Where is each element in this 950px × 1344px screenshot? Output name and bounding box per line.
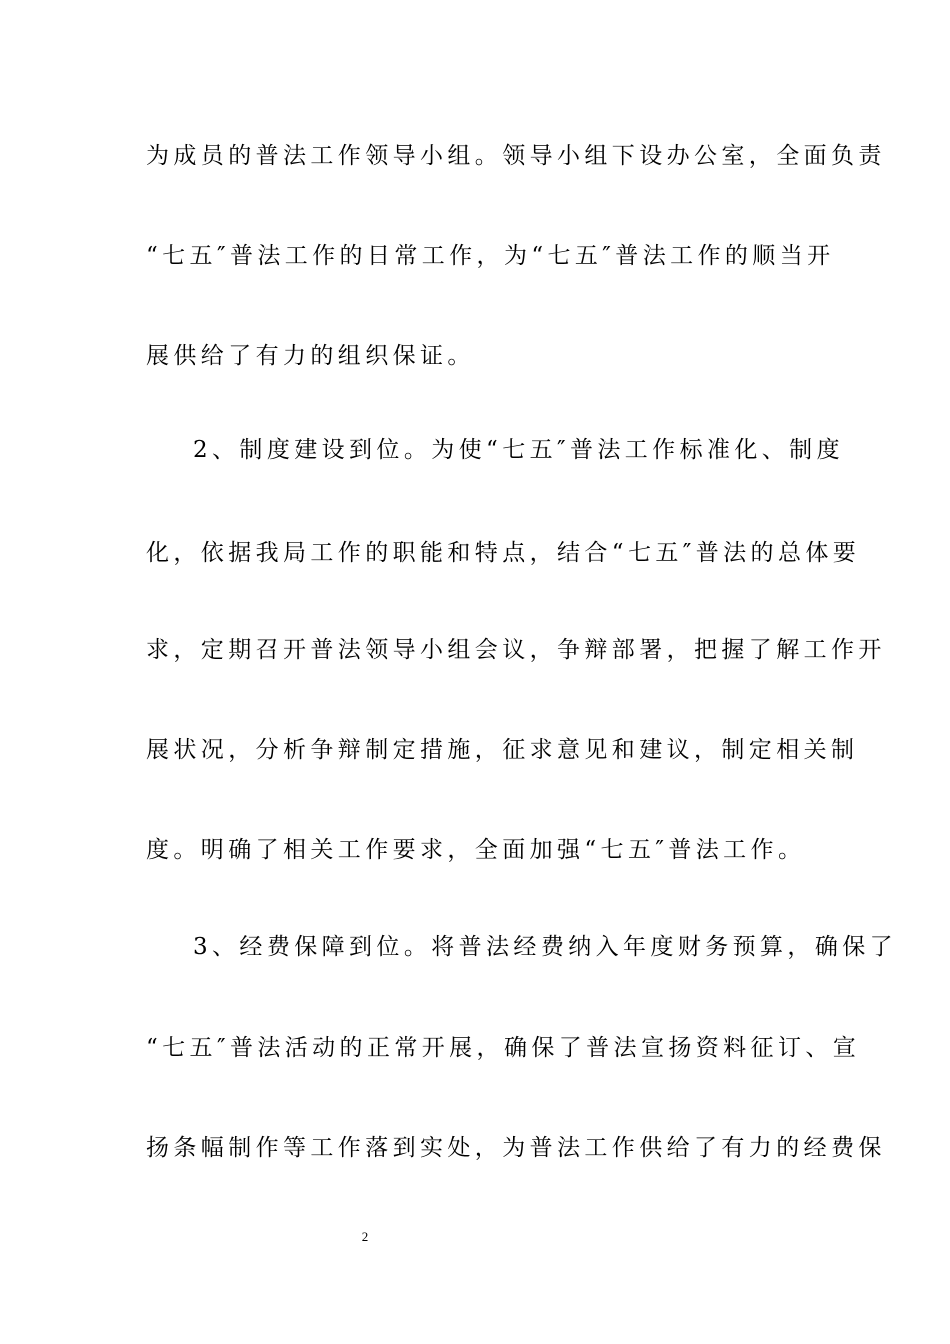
text-line: 展供给了有力的组织保证。 <box>146 343 475 369</box>
text-line: 2、制度建设到位。为使“七五″普法工作标准化、制度 <box>193 437 844 463</box>
text-line: “七五″普法活动的正常开展，确保了普法宣扬资料征订、宣 <box>146 1035 861 1061</box>
text-line: 求，定期召开普法领导小组会议，争辩部署，把握了解工作开 <box>146 637 886 663</box>
text-line: 化，依据我局工作的职能和特点，结合“七五″普法的总体要 <box>146 540 861 566</box>
text-line: 3、经费保障到位。将普法经费纳入年度财务预算，确保了 <box>193 934 898 960</box>
text-line: 展状况，分析争辩制定措施，征求意见和建议，制定相关制 <box>146 737 859 763</box>
text-line: “七五″普法工作的日常工作，为“七五″普法工作的顺当开 <box>146 243 835 269</box>
text-line: 度。明确了相关工作要求，全面加强“七五″普法工作。 <box>146 837 806 863</box>
text-line: 扬条幅制作等工作落到实处，为普法工作供给了有力的经费保 <box>146 1135 886 1161</box>
page-number: 2 <box>361 1229 369 1244</box>
text-line: 为成员的普法工作领导小组。领导小组下设办公室，全面负责 <box>146 143 886 169</box>
